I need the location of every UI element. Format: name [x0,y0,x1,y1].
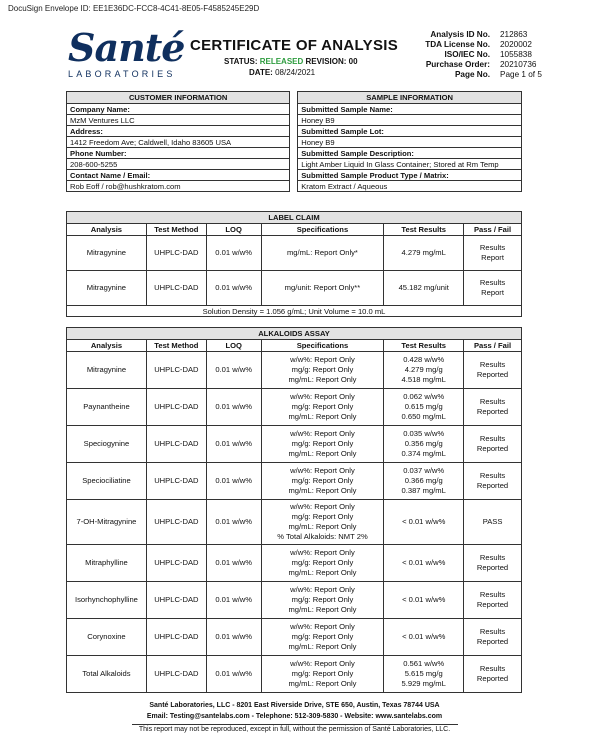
sample-info-header: SAMPLE INFORMATION [298,92,522,104]
spec-cell-line: w/w%: Report Only [290,659,355,668]
pass-fail-cell [464,463,522,500]
loq-cell: 0.01 w/w% [206,426,261,463]
pass-fail-cell-line: Reported [476,444,509,453]
method-cell: UHPLC-DAD [146,619,206,656]
id-label: Analysis ID No. [430,30,490,39]
loq-cell: 0.01 w/w% [206,271,261,306]
spec-cell-line: mg/mL: Report Only [288,642,357,651]
spec-cell-line: mg/g: Report Only [291,402,354,411]
analysis-cell: Isorhynchophylline [67,582,147,619]
pass-fail-cell-line: Reported [476,481,509,490]
spec-cell-line: mg/mL: Report Only [288,486,357,495]
id-value: 2020002 [500,40,532,49]
pass-fail-cell [464,271,522,306]
result-cell [384,352,464,389]
loq-cell: 0.01 w/w% [206,500,261,545]
result-cell [384,500,464,545]
result-cell [384,389,464,426]
result-cell-line: 5.929 mg/mL [401,679,446,688]
result-cell [384,426,464,463]
spec-cell [261,352,384,389]
table-row [67,582,522,619]
info-spacer [290,126,298,137]
customer-info-header: CUSTOMER INFORMATION [67,92,290,104]
pass-fail-cell-line: Results [479,664,506,673]
info-row [67,104,522,115]
spec-cell-line: mg/mL: Report Only [288,412,357,421]
pass-fail-cell [464,352,522,389]
pass-fail-cell-line: Results [479,471,506,480]
pass-fail-cell [464,236,522,271]
method-cell: UHPLC-DAD [146,463,206,500]
spec-cell [261,463,384,500]
result-cell-line: 5.615 mg/g [404,669,443,678]
spec-cell-line: mg/g: Report Only [291,632,354,641]
customer-info-cell: Phone Number: [67,148,290,159]
sample-info-cell: Submitted Sample Name: [298,104,522,115]
id-row [398,40,580,50]
column-header: Test Results [384,340,464,352]
info-row [67,137,522,148]
id-value: 20210736 [500,60,537,69]
column-header: Test Method [146,224,206,236]
info-spacer [290,104,298,115]
pass-fail-cell-line: Report [481,253,504,262]
loq-cell: 0.01 w/w% [206,352,261,389]
sample-info-cell: Honey B9 [298,115,522,126]
info-row [67,115,522,126]
spec-cell [261,500,384,545]
spec-cell-line: w/w%: Report Only [290,429,355,438]
spec-cell [261,582,384,619]
info-spacer [290,148,298,159]
pass-fail-cell [464,389,522,426]
id-label: TDA License No. [425,40,490,49]
method-cell: UHPLC-DAD [146,236,206,271]
id-label: ISO/IEC No. [444,50,490,59]
pass-fail-cell-line: Results [479,590,506,599]
result-cell-line: 0.366 mg/g [404,476,443,485]
table-row [67,236,522,271]
result-cell-line: 4.518 mg/mL [401,375,446,384]
pass-fail-cell [464,656,522,693]
spec-cell-line: w/w%: Report Only [290,585,355,594]
method-cell: UHPLC-DAD [146,545,206,582]
spec-cell-line: mg/mL: Report Only [288,449,357,458]
pass-fail-cell-line: Reported [476,370,509,379]
label-claim-note-row [67,306,522,317]
id-row [398,70,580,80]
table-row [67,656,522,693]
spec-cell-line: w/w%: Report Only [290,466,355,475]
spec-cell-line: mg/mL: Report Only [288,568,357,577]
spec-cell-line: mg/mL: Report Only [288,522,357,531]
revision-label: REVISION: 00 [305,57,358,66]
result-cell [384,545,464,582]
info-row [67,181,522,192]
analysis-cell: Paynantheine [67,389,147,426]
sample-info-cell: Kratom Extract / Aqueous [298,181,522,192]
label-claim-table [66,211,522,317]
spec-cell-line: w/w%: Report Only [290,622,355,631]
result-cell [384,656,464,693]
result-cell [384,463,464,500]
footer-address: Santé Laboratories, LLC - 8201 East Riverside Drive, STE 650, Austin, Texas 78744 USA [149,702,440,709]
analysis-cell: Corynoxine [67,619,147,656]
footer-disclaimer: This report may not be reproduced, except in full, without the permission of Santé Laboratories, LLC. [138,726,451,733]
spec-cell-line: mg/g: Report Only [291,595,354,604]
analysis-cell: Speciogynine [67,426,147,463]
column-header: Test Method [146,340,206,352]
pass-fail-cell-line: Report [481,288,504,297]
sante-logo [68,25,188,79]
spec-cell-line: mg/g: Report Only [291,558,354,567]
result-cell-line: < 0.01 w/w% [402,632,446,641]
analysis-cell: Mitragynine [67,271,147,306]
footer-divider [132,724,458,725]
pass-fail-cell [464,619,522,656]
label-claim-title: LABEL CLAIM [67,212,522,224]
customer-sample-info-table [66,91,522,192]
column-header: Pass / Fail [464,224,522,236]
pass-fail-cell-line: Reported [476,600,509,609]
result-cell [384,619,464,656]
info-spacer [290,170,298,181]
method-cell: UHPLC-DAD [146,500,206,545]
id-value: 1055838 [500,50,532,59]
result-cell [384,271,464,306]
date-value: 08/24/2021 [275,68,316,77]
result-cell-line: 0.615 mg/g [404,402,443,411]
spec-cell [261,656,384,693]
result-cell-line: 0.037 w/w% [403,466,445,475]
id-row [398,60,580,70]
loq-cell: 0.01 w/w% [206,236,261,271]
column-header: Pass / Fail [464,340,522,352]
pass-fail-cell-line: Results [479,434,506,443]
pass-fail-cell [464,545,522,582]
method-cell: UHPLC-DAD [146,582,206,619]
id-row [398,30,580,40]
method-cell: UHPLC-DAD [146,271,206,306]
info-row [67,148,522,159]
analysis-cell: Speciociliatine [67,463,147,500]
result-cell-line: 4.279 mg/mL [401,248,446,257]
id-value: Page 1 of 5 [500,70,542,79]
footer-contact: Email: Testing@santelabs.com - Telephone: 512-309-5830 - Website: www.santelabs.com [146,713,443,720]
alkaloids-assay-title: ALKALOIDS ASSAY [67,328,522,340]
spec-cell [261,389,384,426]
pass-fail-cell-line: Reported [476,407,509,416]
pass-fail-cell [464,582,522,619]
loq-cell: 0.01 w/w% [206,463,261,500]
solution-density-note: Solution Density = 1.056 g/mL; Unit Volume = 10.0 mL [67,306,522,317]
pass-fail-cell-line: Results [479,278,506,287]
customer-info-cell: Rob Eoff / rob@hushkratom.com [67,181,290,192]
status-value: RELEASED [259,57,304,66]
table-row [67,271,522,306]
spec-cell-line: w/w%: Report Only [290,392,355,401]
customer-info-cell: 208-600-5255 [67,159,290,170]
info-spacer [290,115,298,126]
spec-cell-line: w/w%: Report Only [290,502,355,511]
result-cell-line: 0.374 mg/mL [401,449,446,458]
method-cell: UHPLC-DAD [146,656,206,693]
spec-cell [261,545,384,582]
loq-cell: 0.01 w/w% [206,545,261,582]
pass-fail-cell-line: PASS [482,517,503,526]
info-spacer [290,92,298,104]
table-row [67,500,522,545]
customer-info-cell: 1412 Freedom Ave; Caldwell, Idaho 83605 USA [67,137,290,148]
pass-fail-cell-line: Results [479,627,506,636]
pass-fail-cell-line: Results [479,553,506,562]
result-cell-line: 0.387 mg/mL [401,486,446,495]
customer-info-cell: Company Name: [67,104,290,115]
status-line [224,57,358,66]
spec-cell-line: mg/mL: Report Only [288,679,357,688]
method-cell: UHPLC-DAD [146,426,206,463]
result-cell-line: < 0.01 w/w% [402,517,446,526]
spec-cell-line: mg/g: Report Only [291,512,354,521]
pass-fail-cell-line: Reported [476,563,509,572]
sample-info-cell: Submitted Sample Lot: [298,126,522,137]
docusign-envelope-id: DocuSign Envelope ID: EE1E36DC-FCC8-4C41-8E05-F4585245E29D [8,4,260,13]
info-row [67,170,522,181]
result-cell-line: 45.182 mg/unit [398,283,449,292]
spec-cell-line: w/w%: Report Only [290,355,355,364]
table-row [67,545,522,582]
loq-cell: 0.01 w/w% [206,656,261,693]
loq-cell: 0.01 w/w% [206,619,261,656]
alkaloids-assay-table [66,327,522,693]
table-row [67,619,522,656]
sample-info-cell: Honey B9 [298,137,522,148]
pass-fail-cell-line: Results [479,243,506,252]
method-cell: UHPLC-DAD [146,389,206,426]
sample-info-cell: Submitted Sample Product Type / Matrix: [298,170,522,181]
logo-script: Santé [68,25,185,70]
analysis-cell: 7-OH-Mitragynine [67,500,147,545]
loq-cell: 0.01 w/w% [206,582,261,619]
column-header: Test Results [384,224,464,236]
spec-cell [261,271,384,306]
status-label: STATUS: [224,57,258,66]
result-cell-line: 0.062 w/w% [403,392,445,401]
document-title: CERTIFICATE OF ANALYSIS [190,37,399,54]
analysis-cell: Mitragynine [67,352,147,389]
result-cell-line: < 0.01 w/w% [402,558,446,567]
id-label: Page No. [454,70,490,79]
table-row [67,426,522,463]
date-label: DATE: [249,68,273,77]
result-cell [384,582,464,619]
result-cell-line: < 0.01 w/w% [402,595,446,604]
pass-fail-cell-line: Results [479,360,506,369]
spec-cell-line: mg/mL: Report Only [288,375,357,384]
result-cell [384,236,464,271]
date-line [249,68,315,77]
customer-info-cell: MzM Ventures LLC [67,115,290,126]
spec-cell-line: w/w%: Report Only [290,548,355,557]
method-cell: UHPLC-DAD [146,352,206,389]
sample-info-cell: Submitted Sample Description: [298,148,522,159]
column-header: Analysis [67,340,147,352]
document-ids [398,30,580,80]
info-spacer [290,181,298,192]
id-value: 212863 [500,30,528,39]
info-row [67,126,522,137]
column-header: LOQ [206,340,261,352]
result-cell-line: 0.035 w/w% [403,429,445,438]
spec-cell [261,619,384,656]
spec-cell-line: mg/unit: Report Only** [284,283,361,292]
pass-fail-cell [464,500,522,545]
spec-cell-line: mg/g: Report Only [291,476,354,485]
loq-cell: 0.01 w/w% [206,389,261,426]
result-cell-line: 4.279 mg/g [404,365,443,374]
table-row [67,389,522,426]
customer-info-cell: Contact Name / Email: [67,170,290,181]
table-row [67,352,522,389]
info-row [67,159,522,170]
column-header: Specifications [261,224,384,236]
pass-fail-cell-line: Reported [476,637,509,646]
logo-subtitle: LABORATORIES [68,69,176,79]
result-cell-line: 0.561 w/w% [403,659,445,668]
customer-info-cell: Address: [67,126,290,137]
pass-fail-cell-line: Results [479,397,506,406]
analysis-cell: Mitragynine [67,236,147,271]
spec-cell-line: % Total Alkaloids: NMT 2% [277,532,368,541]
result-cell-line: 0.650 mg/mL [401,412,446,421]
id-label: Purchase Order: [425,60,490,69]
column-header: Specifications [261,340,384,352]
column-header: LOQ [206,224,261,236]
pass-fail-cell [464,426,522,463]
analysis-cell: Total Alkaloids [67,656,147,693]
pass-fail-cell-line: Reported [476,674,509,683]
result-cell-line: 0.356 mg/g [404,439,443,448]
spec-cell [261,426,384,463]
table-row [67,463,522,500]
sample-info-cell: Light Amber Liquid In Glass Container; Stored at Rm Temp [298,159,522,170]
result-cell-line: 0.428 w/w% [403,355,445,364]
spec-cell-line: mg/mL: Report Only [288,605,357,614]
spec-cell-line: mg/g: Report Only [291,365,354,374]
id-row [398,50,580,60]
spec-cell-line: mg/g: Report Only [291,669,354,678]
column-header: Analysis [67,224,147,236]
spec-cell-line: mg/mL: Report Only* [286,248,358,257]
analysis-cell: Mitraphylline [67,545,147,582]
info-spacer [290,137,298,148]
spec-cell [261,236,384,271]
info-spacer [290,159,298,170]
spec-cell-line: mg/g: Report Only [291,439,354,448]
